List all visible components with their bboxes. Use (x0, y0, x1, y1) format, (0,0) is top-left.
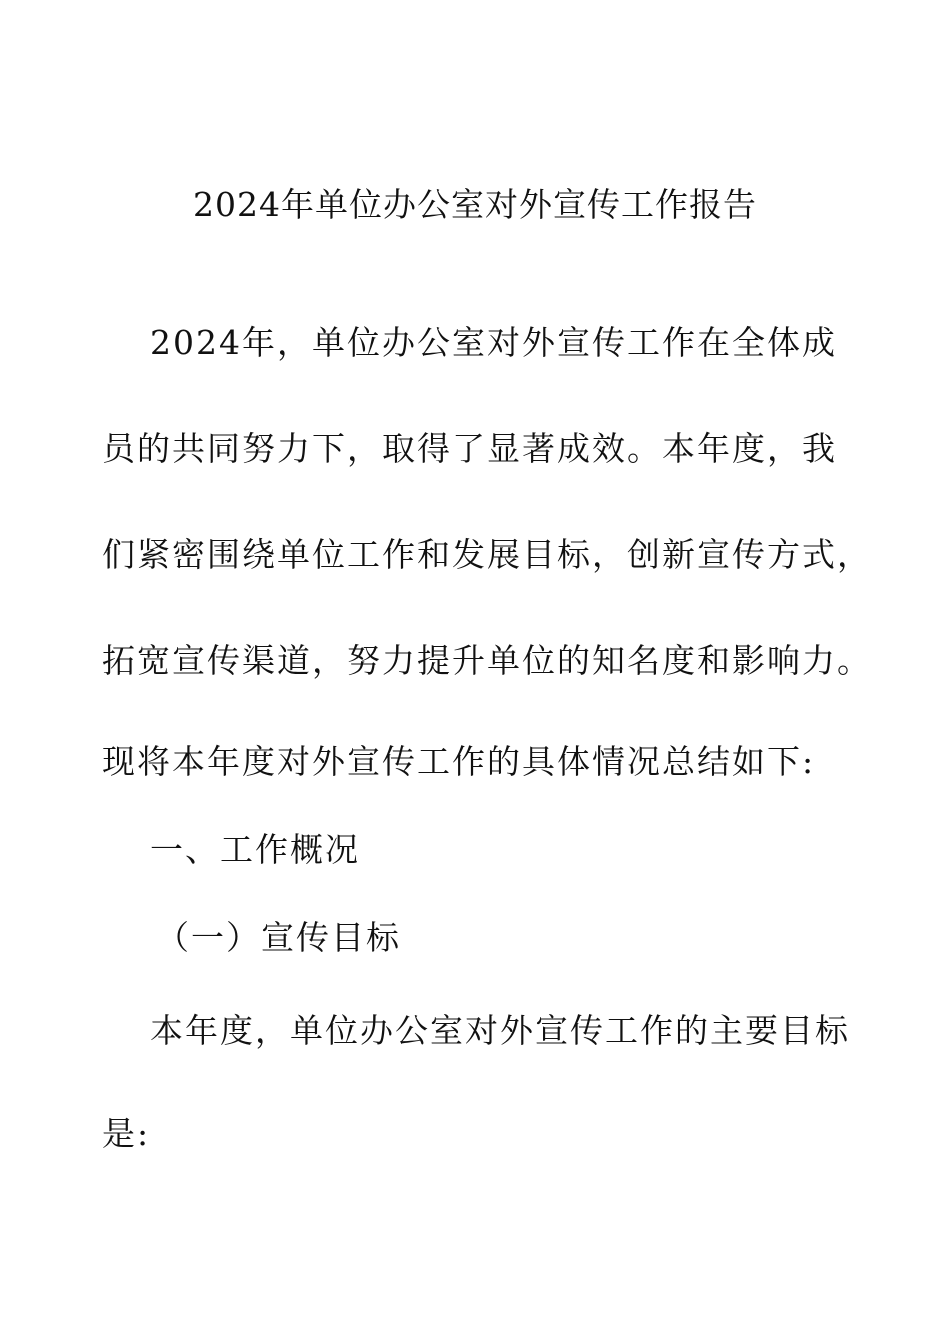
paragraph-1-line-5: 现将本年度对外宣传工作的具体情况总结如下: (102, 742, 816, 781)
paragraph-2-line-2: 是: (102, 1114, 151, 1153)
section-heading: 一、工作概况 (150, 830, 360, 869)
paragraph-1-line-4: 拓宽宣传渠道，努力提升单位的知名度和影响力。 (102, 641, 872, 680)
document-title: 2024年单位办公室对外宣传工作报告 (193, 185, 757, 224)
paragraph-1-line-2: 员的共同努力下，取得了显著成效。本年度，我 (102, 429, 837, 468)
paragraph-1-line-1: 2024年，单位办公室对外宣传工作在全体成 (150, 323, 837, 362)
paragraph-1-line-3: 们紧密围绕单位工作和发展目标，创新宣传方式， (102, 535, 872, 574)
subsection-heading: （一）宣传目标 (156, 918, 401, 957)
paragraph-2-line-1: 本年度，单位办公室对外宣传工作的主要目标 (150, 1011, 850, 1050)
